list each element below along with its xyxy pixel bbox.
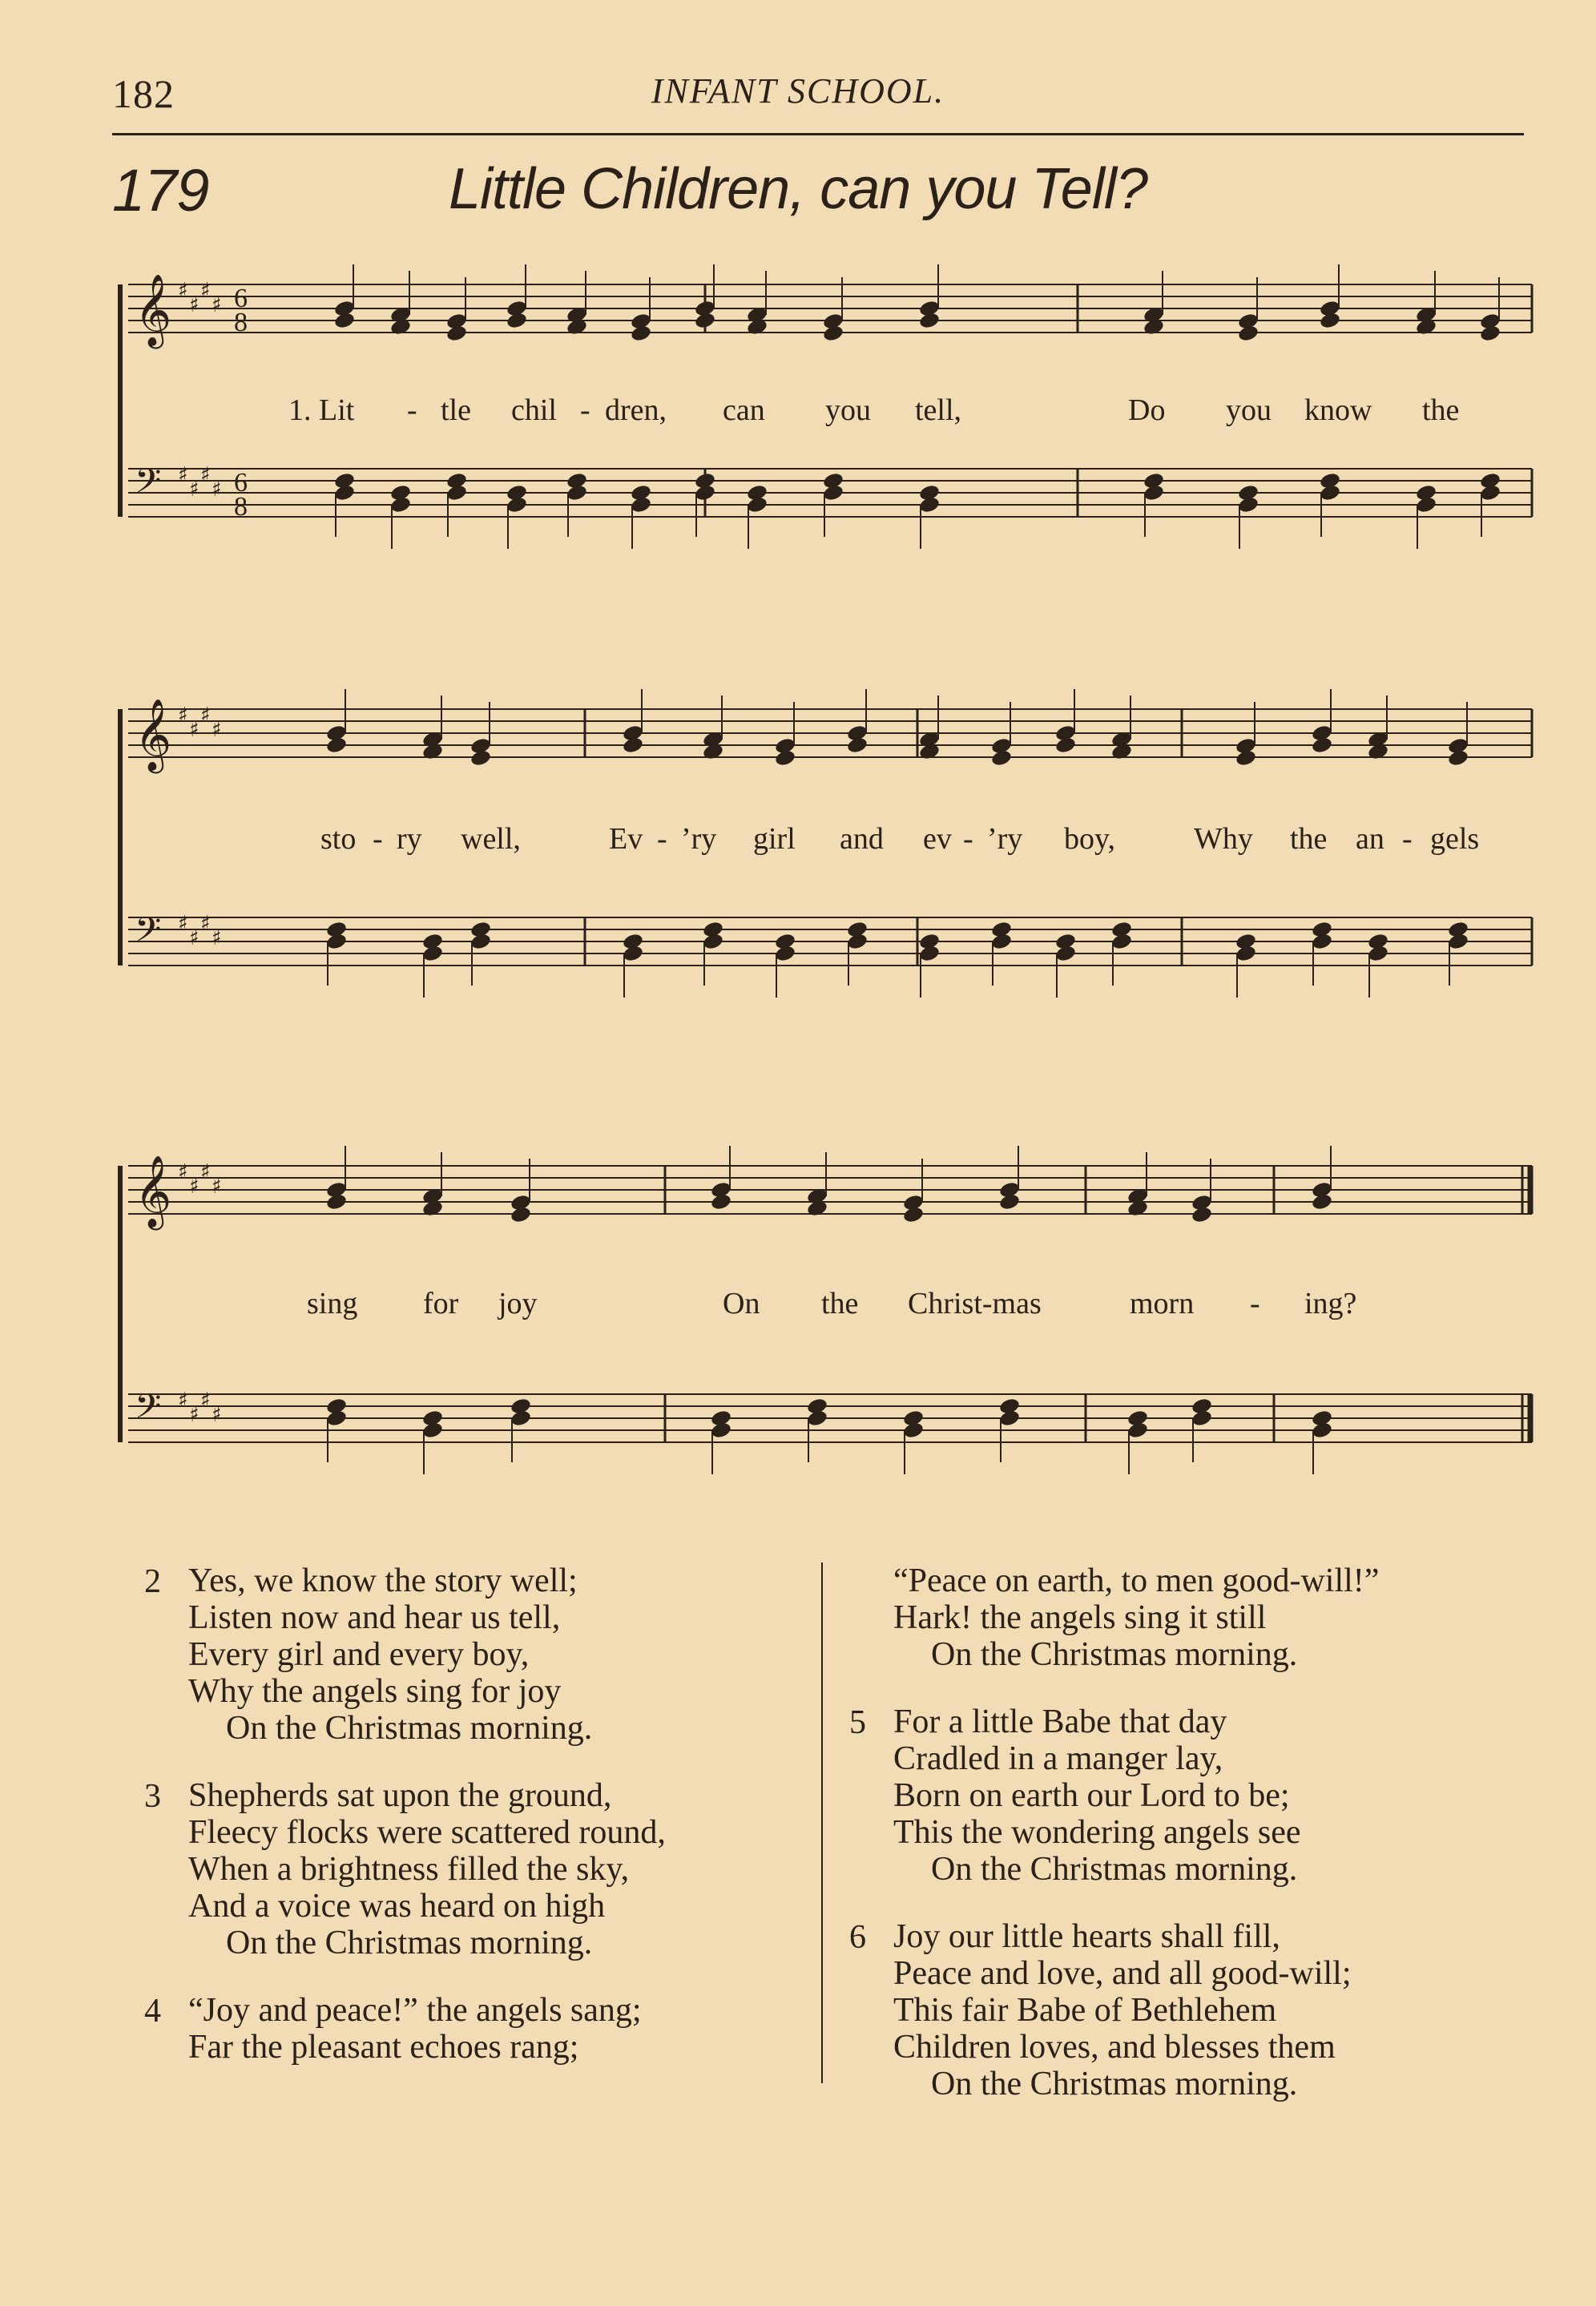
- lyric-syllable: ’ry: [681, 822, 717, 856]
- lyric-syllable: an: [1356, 822, 1384, 856]
- verse: [849, 1918, 1538, 2102]
- verse-line: Listen now and hear us tell,: [188, 1599, 561, 1636]
- verse: [849, 1562, 1538, 1673]
- notehead: [702, 932, 724, 950]
- lyric-syllable: -: [407, 393, 417, 427]
- verses-block: [144, 1562, 1522, 2123]
- notehead: [774, 748, 796, 767]
- notehead: [1447, 748, 1469, 767]
- running-head: INFANT SCHOOL.: [651, 71, 945, 111]
- notehead: [470, 748, 492, 767]
- lyric-syllable: dren,: [605, 393, 667, 427]
- notehead: [389, 495, 412, 514]
- page-number: 182: [112, 71, 175, 116]
- notehead: [1054, 944, 1077, 962]
- lyric-syllable: morn: [1130, 1287, 1195, 1320]
- verse-line: On the Christmas morning.: [226, 1925, 593, 1961]
- notehead: [1191, 1205, 1213, 1224]
- verse-number: 5: [849, 1704, 866, 1741]
- verse-line: “Joy and peace!” the angels sang;: [188, 1992, 642, 2029]
- notehead: [566, 483, 588, 502]
- lyric-syllable: joy: [498, 1287, 538, 1320]
- notehead: [325, 1409, 348, 1427]
- lyric-syllable: ’ry: [987, 822, 1023, 856]
- verse-line: And a voice was heard on high: [188, 1888, 606, 1925]
- verse-number: 6: [849, 1919, 866, 1956]
- notehead: [694, 311, 716, 329]
- verses-right-column: [849, 1562, 1538, 2133]
- lyric-syllable: sto: [320, 822, 357, 856]
- notehead: [470, 932, 492, 950]
- verse-line: Far the pleasant echoes rang;: [188, 2029, 579, 2066]
- verse-line: Hark! the angels sing it still: [893, 1599, 1267, 1636]
- time-signature: 8: [234, 308, 248, 337]
- notehead: [1447, 932, 1469, 950]
- sharp-sign: ♯: [212, 1403, 222, 1427]
- notehead: [510, 1409, 532, 1427]
- treble-clef: 𝄞: [135, 699, 172, 771]
- notehead: [445, 483, 468, 502]
- notehead: [1054, 736, 1077, 754]
- sharp-sign: ♯: [178, 463, 188, 487]
- bass-clef: 𝄢: [135, 910, 162, 958]
- lyric-syllable: and: [840, 822, 884, 856]
- lyric-syllable: -: [1402, 822, 1413, 856]
- lyric-syllable: Do: [1128, 393, 1166, 427]
- notehead: [1191, 1409, 1213, 1427]
- treble-clef: 𝄞: [135, 1155, 172, 1228]
- verse-line: Shepherds sat upon the ground,: [188, 1777, 612, 1814]
- hymn-number: 179: [112, 157, 209, 224]
- lyric-syllable: can: [723, 393, 765, 427]
- notehead: [1311, 736, 1333, 754]
- notehead: [622, 944, 644, 962]
- notehead: [1311, 1192, 1333, 1211]
- notehead: [421, 944, 444, 962]
- verse-line: Every girl and every boy,: [188, 1636, 530, 1673]
- notehead: [506, 495, 528, 514]
- notehead: [333, 483, 356, 502]
- notehead: [421, 1421, 444, 1439]
- sharp-sign: ♯: [212, 718, 222, 742]
- lyric-syllable: you: [1226, 393, 1272, 427]
- notehead: [998, 1409, 1021, 1427]
- sharp-sign: ♯: [212, 926, 222, 950]
- lyric-syllable: boy,: [1064, 822, 1116, 856]
- notehead: [506, 311, 528, 329]
- notehead: [1311, 1421, 1333, 1439]
- bass-clef: 𝄢: [135, 1387, 162, 1435]
- notehead: [902, 1205, 925, 1224]
- notehead: [445, 324, 468, 342]
- notehead: [1479, 483, 1501, 502]
- verse: [144, 1777, 801, 1961]
- verse-line: This the wondering angels see: [893, 1814, 1301, 1851]
- sharp-sign: ♯: [200, 1160, 211, 1184]
- verse-line: “Peace on earth, to men good-will!”: [893, 1562, 1380, 1599]
- sharp-sign: ♯: [189, 293, 200, 317]
- verse-line: Why the angels sing for joy: [188, 1673, 562, 1710]
- notehead: [325, 736, 348, 754]
- notehead: [622, 736, 644, 754]
- lyric-syllable: tle: [441, 393, 471, 427]
- notehead: [1367, 944, 1389, 962]
- lyric-syllable: -: [1250, 1287, 1260, 1320]
- notehead: [630, 495, 652, 514]
- time-signature: 8: [234, 492, 248, 522]
- verse-line: For a little Babe that day: [893, 1703, 1227, 1740]
- notehead: [806, 1409, 828, 1427]
- notehead: [846, 932, 869, 950]
- lyric-syllable: the: [1290, 822, 1328, 856]
- bass-clef: 𝄢: [135, 462, 162, 510]
- sharp-sign: ♯: [200, 463, 211, 487]
- sharp-sign: ♯: [200, 703, 211, 728]
- time-signature: 6: [234, 284, 248, 313]
- verses-left-column: [144, 1562, 801, 2096]
- lyric-syllable: -: [580, 393, 590, 427]
- verse-line: Cradled in a manger lay,: [893, 1740, 1223, 1777]
- lyric-syllable: Why: [1194, 822, 1253, 856]
- lyric-syllable: ing?: [1304, 1287, 1357, 1320]
- verse-line: On the Christmas morning.: [931, 2066, 1298, 2102]
- verse-line: Peace and love, and all good-will;: [893, 1955, 1352, 1992]
- notehead: [333, 311, 356, 329]
- notehead: [510, 1205, 532, 1224]
- lyric-line-3: [0, 1286, 1596, 1326]
- lyric-syllable: you: [825, 393, 871, 427]
- sharp-sign: ♯: [178, 1160, 188, 1184]
- notehead: [694, 483, 716, 502]
- verse-line: Fleecy flocks were scattered round,: [188, 1814, 666, 1851]
- sharp-sign: ♯: [200, 1389, 211, 1413]
- verse-line: Children loves, and blesses them: [893, 2029, 1336, 2066]
- notehead: [990, 932, 1013, 950]
- lyric-line-2: [0, 821, 1596, 861]
- verse-number: 4: [144, 1993, 161, 2030]
- notehead: [1110, 932, 1133, 950]
- time-signature: 6: [234, 468, 248, 498]
- verse-line: On the Christmas morning.: [931, 1851, 1298, 1888]
- verse-line: Joy our little hearts shall fill,: [893, 1918, 1280, 1955]
- lyric-syllable: gels: [1430, 822, 1480, 856]
- sharp-sign: ♯: [178, 703, 188, 728]
- lyric-syllable: -: [963, 822, 973, 856]
- notehead: [902, 1421, 925, 1439]
- notehead: [822, 483, 844, 502]
- lyric-syllable: chil: [511, 393, 557, 427]
- lyric-syllable: On: [723, 1287, 760, 1320]
- sharp-sign: ♯: [212, 1175, 222, 1199]
- notehead: [710, 1192, 732, 1211]
- hymn-title: Little Children, can you Tell?: [449, 157, 1147, 221]
- sharp-sign: ♯: [189, 1175, 200, 1199]
- notehead: [1143, 483, 1165, 502]
- notehead: [998, 1192, 1021, 1211]
- lyric-syllable: the: [1422, 393, 1460, 427]
- sharp-sign: ♯: [178, 1389, 188, 1413]
- sharp-sign: ♯: [178, 912, 188, 936]
- verse: [144, 1562, 801, 1747]
- lyric-syllable: Christ-mas: [908, 1287, 1042, 1320]
- verse-line: Born on earth our Lord to be;: [893, 1777, 1290, 1814]
- treble-clef: 𝄞: [135, 274, 172, 346]
- verse-number: 3: [144, 1778, 161, 1815]
- lyric-syllable: -: [657, 822, 667, 856]
- notehead: [325, 932, 348, 950]
- notehead: [1235, 748, 1257, 767]
- lyric-syllable: Ev: [609, 822, 643, 856]
- notehead: [1126, 1421, 1149, 1439]
- column-divider: [821, 1562, 823, 2083]
- notehead: [1479, 324, 1501, 342]
- sharp-sign: ♯: [200, 279, 211, 303]
- sharp-sign: ♯: [200, 912, 211, 936]
- notehead: [746, 495, 768, 514]
- verse-line: Yes, we know the story well;: [188, 1562, 578, 1599]
- notehead: [1235, 944, 1257, 962]
- verse-line: When a brightness filled the sky,: [188, 1851, 630, 1888]
- lyric-syllable: 1. Lit: [288, 393, 355, 427]
- lyric-syllable: for: [423, 1287, 459, 1320]
- notehead: [325, 1192, 348, 1211]
- lyric-syllable: tell,: [915, 393, 962, 427]
- notehead: [822, 324, 844, 342]
- lyric-syllable: well,: [461, 822, 521, 856]
- sharp-sign: ♯: [189, 926, 200, 950]
- verse-number: 2: [144, 1563, 161, 1600]
- lyric-syllable: know: [1304, 393, 1372, 427]
- sharp-sign: ♯: [212, 293, 222, 317]
- notehead: [1319, 483, 1341, 502]
- notehead: [918, 311, 941, 329]
- verse: [144, 1992, 801, 2066]
- notehead: [1319, 311, 1341, 329]
- sharp-sign: ♯: [212, 478, 222, 502]
- notehead: [710, 1421, 732, 1439]
- notehead: [1311, 932, 1333, 950]
- notehead: [918, 495, 941, 514]
- notehead: [1237, 495, 1259, 514]
- lyric-syllable: ev: [923, 822, 952, 856]
- sharp-sign: ♯: [178, 279, 188, 303]
- lyric-syllable: girl: [753, 822, 796, 856]
- notehead: [990, 748, 1013, 767]
- lyric-syllable: -: [373, 822, 383, 856]
- verse: [849, 1703, 1538, 1888]
- lyric-syllable: sing: [307, 1287, 358, 1320]
- notehead: [774, 944, 796, 962]
- verse-line: On the Christmas morning.: [226, 1710, 593, 1747]
- notehead: [1237, 324, 1259, 342]
- sharp-sign: ♯: [189, 718, 200, 742]
- verse-line: This fair Babe of Bethlehem: [893, 1992, 1277, 2029]
- lyric-syllable: the: [821, 1287, 859, 1320]
- sharp-sign: ♯: [189, 1403, 200, 1427]
- notehead: [918, 944, 941, 962]
- lyric-line-1: [0, 393, 1596, 433]
- lyric-syllable: ry: [397, 822, 422, 856]
- notehead: [630, 324, 652, 342]
- verse-line: On the Christmas morning.: [931, 1636, 1298, 1673]
- sharp-sign: ♯: [189, 478, 200, 502]
- notehead: [846, 736, 869, 754]
- notehead: [1415, 495, 1437, 514]
